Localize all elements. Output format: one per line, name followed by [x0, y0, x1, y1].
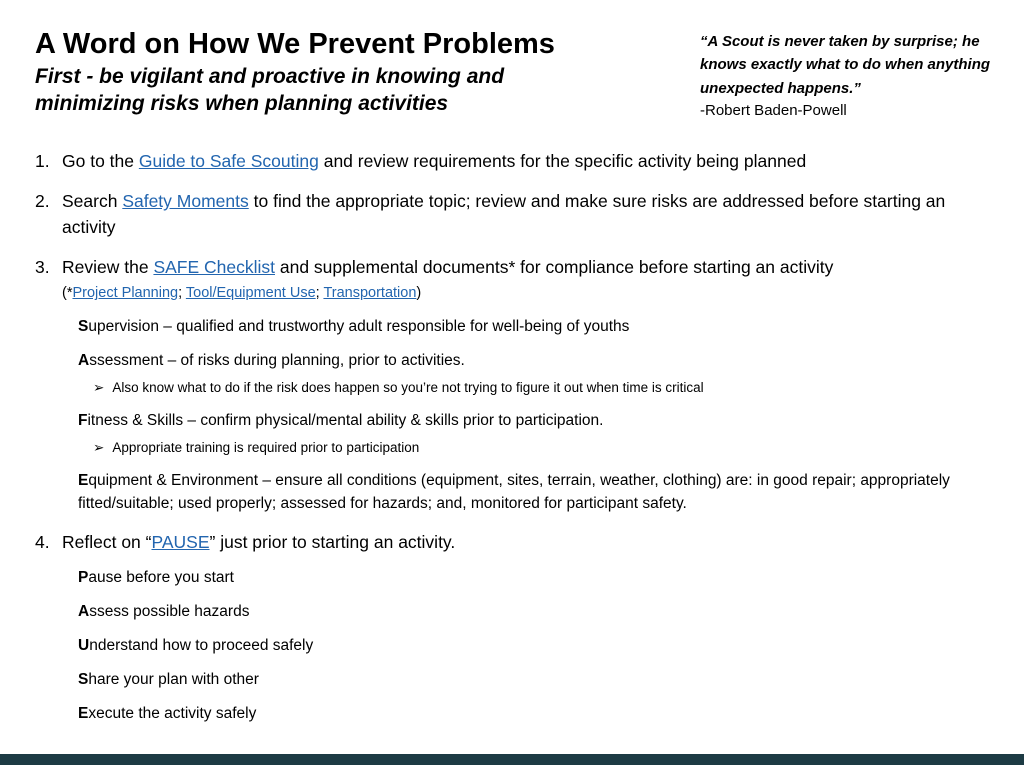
text-run: Review the [62, 257, 154, 278]
text-run: ; [315, 285, 324, 302]
slide-header [0, 0, 1024, 122]
list-number: 2. [35, 191, 50, 212]
line-text [78, 349, 465, 372]
text-run: quipment & Environment – ensure all conditions (equipment, sites, terrain, weather, clothing) are: in good repair; appropriately fitted/suitable; used properly; assessed for hazards; and, monitored for participant safety. [78, 472, 950, 513]
bold-initial: S [78, 318, 89, 336]
line-text [112, 378, 703, 398]
arrow-bullet-icon: ➢ [93, 440, 105, 456]
bold-initial: A [78, 603, 90, 621]
list-item-level1 [35, 148, 998, 174]
line-text [78, 668, 259, 691]
text-run: to find the appropriate topic; review and make sure risks are addressed before starting an activity [62, 191, 946, 238]
sub-item [78, 469, 998, 515]
text-run: and supplemental documents* for compliance before starting an activity [275, 257, 834, 278]
text-run: ause before you start [88, 569, 234, 587]
text-run: (* [62, 285, 73, 302]
line-text [62, 148, 806, 174]
text-run: ssess possible hazards [89, 603, 250, 621]
inline-link[interactable]: Guide to Safe Scouting [138, 151, 319, 172]
sub-item [78, 315, 998, 338]
line-text [78, 634, 313, 657]
bold-initial: E [78, 472, 89, 490]
sub-item [78, 409, 998, 432]
line-text [62, 529, 455, 555]
bold-initial: P [78, 569, 89, 587]
quote-block [700, 28, 1000, 122]
line-text [78, 702, 256, 725]
bold-initial: S [78, 671, 89, 689]
inline-link[interactable]: PAUSE [151, 532, 210, 553]
sub-item [78, 668, 998, 691]
text-run: xecute the activity safely [88, 705, 257, 723]
sub-item [78, 702, 998, 725]
text-run: ssessment – of risks during planning, prior to activities. [89, 352, 465, 370]
text-run: Go to the [62, 151, 139, 172]
line-text [78, 315, 629, 338]
line-text [78, 469, 998, 515]
quote-attribution: -Robert Baden-Powell [700, 101, 847, 119]
text-run: ” just prior to starting an activity. [209, 532, 456, 553]
text-run: nderstand how to proceed safely [89, 637, 314, 655]
text-run: upervision – qualified and trustworthy adult responsible for well-being of youths [88, 318, 630, 336]
inline-link[interactable]: Transportation [323, 285, 417, 302]
list-number: 1. [35, 151, 50, 172]
footer-bar [0, 754, 1024, 765]
inline-link[interactable]: SAFE Checklist [153, 257, 275, 278]
arrow-sub-item [93, 378, 998, 398]
inline-link[interactable]: Safety Moments [122, 191, 249, 212]
text-run: Appropriate training is required prior to participation [112, 440, 420, 456]
page-subtitle: First - be vigilant and proactive in knowing and minimizing risks when planning activities [35, 65, 505, 115]
content-lines [0, 122, 1024, 725]
text-run: Reflect on “ [62, 532, 152, 553]
sub-item [62, 282, 998, 304]
text-run: Search [62, 191, 123, 212]
arrow-sub-item [93, 438, 998, 458]
line-text [62, 254, 833, 280]
sub-item [78, 634, 998, 657]
bold-initial: A [78, 352, 90, 370]
list-number: 4. [35, 532, 50, 553]
line-text [62, 188, 998, 240]
list-item-level1 [35, 188, 998, 240]
list-item-level1 [35, 529, 998, 555]
bold-initial: E [78, 705, 89, 723]
line-text [78, 600, 249, 623]
line-text [62, 282, 421, 304]
text-run: hare your plan with other [88, 671, 259, 689]
text-run: and review requirements for the specific activity being planned [318, 151, 807, 172]
line-text [112, 438, 419, 458]
list-number: 3. [35, 257, 50, 278]
bold-initial: U [78, 637, 90, 655]
inline-link[interactable]: Tool/Equipment Use [185, 285, 316, 302]
text-run: itness & Skills – confirm physical/mental ability & skills prior to participation. [87, 412, 604, 430]
line-text [78, 409, 603, 432]
bold-initial: F [78, 412, 88, 430]
title-block [35, 28, 675, 117]
sub-item [78, 349, 998, 372]
text-run: ; [178, 285, 186, 302]
sub-item [78, 566, 998, 589]
inline-link[interactable]: Project Planning [72, 285, 179, 302]
text-run: ) [416, 285, 422, 302]
line-text [78, 566, 234, 589]
text-run: Also know what to do if the risk does happen so you’re not trying to figure it out when time is critical [112, 380, 704, 396]
arrow-bullet-icon: ➢ [93, 380, 105, 396]
sub-item [78, 600, 998, 623]
quote-text: “A Scout is never taken by surprise; he knows exactly what to do when anything unexpected happens.” [700, 33, 991, 97]
list-item-level1 [35, 254, 998, 280]
page-title: A Word on How We Prevent Problems [35, 28, 555, 60]
